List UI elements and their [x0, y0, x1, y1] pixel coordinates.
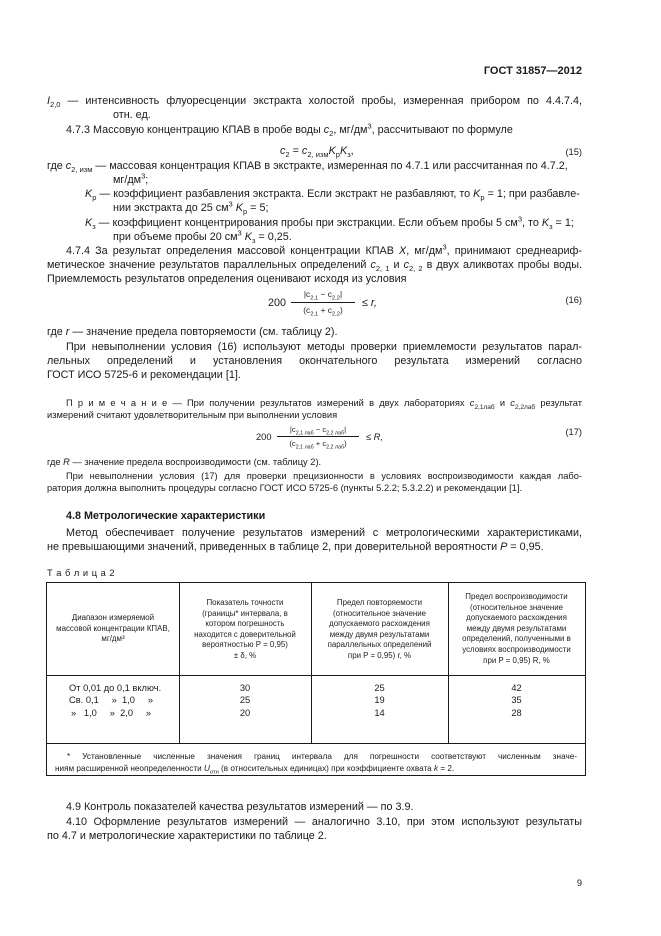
definition-kz: $K_з$ — коэффициент концентрирования пробы при экстракции. Если объем пробы 5 $см^3$, то $K_з = 1$; — [85, 214, 574, 232]
table-header-reproducibility: Предел воспроизводимости (относительное значение допускаемого расхождения между двумя результатами определений, полученными в условиях воспроизводимости при P = 0,95) R, % — [462, 592, 571, 665]
table-cell-reproducibility: 42 — [511, 683, 522, 693]
table-cell-range: От 0,01 до 0,1 включ. — [69, 683, 162, 693]
table-header-range: Диапазон измеряемой массовой концентрации КПАВ, мг/дм³ — [56, 613, 170, 644]
definition-c2-izm-line2: $мг/дм^3$; — [113, 171, 149, 186]
table-cell-delta: 20 — [239, 708, 251, 718]
equation-number-16: (16) — [565, 295, 582, 305]
paragraph-17-line1: При невыполнении условия (17) для проверки прецизионности в условиях воспроизводимости каждая лабо- — [66, 471, 582, 481]
table-cell-repeatability: 14 — [374, 708, 385, 718]
definition-kr: $K_р$ — коэффициент разбавления экстракта. Если экстракт не разбавляют, то $K_р = 1$; при разбавле- — [85, 188, 580, 203]
section-4-8-line2: не превышающими значений, приведенных в таблице 2, при доверительной вероятности P = 0,95. — [47, 541, 544, 553]
table-cell-range: Св. 0,1 » 1,0 » — [69, 695, 154, 705]
paragraph-16-line1: При невыполнении условия (16) используют методы проверки приемлемости результатов парал- — [66, 341, 582, 353]
formula-16-coefficient: 200 — [268, 297, 287, 309]
where-r-definition: где r — значение предела повторяемости (см. таблицу 2). — [47, 326, 338, 338]
definition-kz-line2: при объеме пробы 20 $см^3$ $K_з = 0,25$. — [113, 228, 292, 246]
section-4-10-line2: по 4.7 и метрологические характеристики по таблице 2. — [47, 830, 327, 842]
definition-i20-line1: $I_{2,0}$ — интенсивность флуоресценции экстракта холостой пробы, измеренная прибором по 4.4.7.4, — [47, 95, 582, 110]
section-4-8-line1: Метод обеспечивает получение результатов измерений с метрологическими характеристиками, — [66, 527, 582, 539]
definition-kr-line2: нии экстракта до 25 $см^3$ $K_р = 5$; — [113, 199, 269, 217]
paragraph-16-line3: ГОСТ ИСО 5725-6 и рекомендации [1]. — [47, 369, 241, 381]
equation-number-17: (17) — [565, 427, 582, 437]
section-4-7-4-line3: Приемлемость результатов определения оценивают исходя из условия — [47, 273, 407, 285]
paragraph-16-line2: лельных определений и установления окончательного результата измерений согласно — [47, 355, 582, 367]
formula-15: $c_2 = c_{2, изм}K_рK_з$, — [280, 145, 354, 160]
table-footnote-line1: * Установленные численные значения границ интервала для погрешности соответствуют численным значе- — [67, 752, 577, 761]
table-cell-range: » 1,0 » 2,0 » — [71, 708, 152, 718]
formula-16-numerator: $|c_{2,1} - c_{2,2}|$ — [303, 289, 343, 302]
formula-16-denominator: $(c_{2,1} + c_{2,2})$ — [303, 305, 343, 318]
definition-c2-izm: где $c_{2, изм}$ — массовая концентрация КПАВ в экстракте, измеренная по 4.7.1 или рассчитанная по 4.7.2, — [47, 160, 568, 175]
table-header-repeatability: Предел повторяемости (относительное значение допускаемого расхождения между двумя результатами параллельных определений при P = 0,95) r, % — [327, 598, 432, 660]
formula-17-denominator: $(c_{2,1 лаб} + c_{2,2 лаб})$ — [289, 439, 347, 451]
page-number: 9 — [576, 878, 582, 888]
section-4-9: 4.9 Контроль показателей качества результатов измерений — по 3.9. — [66, 801, 414, 813]
formula-17-relation: ≤ R, — [366, 432, 383, 442]
table-cell-delta: 30 — [239, 683, 251, 693]
section-4-10-line1: 4.10 Оформление результатов измерений — аналогично 3.10, при этом используют результаты — [66, 816, 582, 828]
where-R-definition: где R — значение предела воспроизводимости (см. таблицу 2). — [47, 457, 322, 467]
section-4-8-heading: 4.8 Метрологические характеристики — [66, 510, 266, 522]
table-cell-repeatability: 19 — [374, 695, 385, 705]
formula-17-coefficient: 200 — [256, 432, 272, 442]
table-2 — [46, 582, 586, 776]
table-caption: Т а б л и ц а 2 — [47, 568, 116, 578]
definition-i20-line2: отн. ед. — [113, 109, 151, 121]
table-cell-reproducibility: 35 — [511, 695, 522, 705]
formula-16-relation: ≤ r, — [362, 297, 377, 309]
table-header-accuracy: Показатель точности (границы* интервала, в котором погрешность находится с доверительной вероятностью P = 0,95) ± δ, % — [194, 598, 296, 660]
table-footnote-divider — [47, 743, 585, 744]
formula-17-numerator: $|c_{2,1 лаб} - c_{2,2 лаб}|$ — [289, 425, 347, 437]
note-line2: измерений считают удовлетворительным при выполнении условия — [47, 410, 338, 420]
document-code: ГОСТ 31857—2012 — [483, 65, 582, 77]
table-footnote-line2: ниям расширенной неопределенности $U_{отн}$ (в относительных единицах) при коэффициенте охвата k = 2. — [55, 764, 455, 776]
note-line1: П р и м е ч а н и е — При получении результатов измерений в двух лабораториях $c_{2,1лаб}$ и $c_{2,2лаб}$ результат — [66, 398, 582, 411]
table-header-divider — [47, 675, 585, 676]
formula-17-fraction-bar — [277, 436, 359, 437]
formula-16-fraction-bar — [291, 302, 355, 303]
paragraph-17-line2: ратория должна выполнить процедуры согласно ГОСТ ИСО 5725-6 (пункты 5.2.2; 5.3.2.2) и рекомендации [1]. — [47, 483, 523, 493]
section-4-7-3-intro: 4.7.3 Массовую концентрацию КПАВ в пробе воды $c_2$, $мг/дм^3$, рассчитывают по формуле — [66, 121, 513, 139]
table-cell-delta: 25 — [239, 695, 251, 705]
table-cell-reproducibility: 28 — [511, 708, 522, 718]
equation-number-15: (15) — [565, 147, 582, 157]
table-cell-repeatability: 25 — [374, 683, 385, 693]
section-4-7-4-line1: 4.7.4 За результат определения массовой концентрации КПАВ X, $мг/дм^3$, принимают среднеариф- — [66, 242, 582, 257]
section-4-7-4-line2: метическое значение результатов параллельных определений $c_{2, 1}$ и $c_{2, 2}$ в двух аликвотах пробы воды. — [47, 259, 582, 274]
